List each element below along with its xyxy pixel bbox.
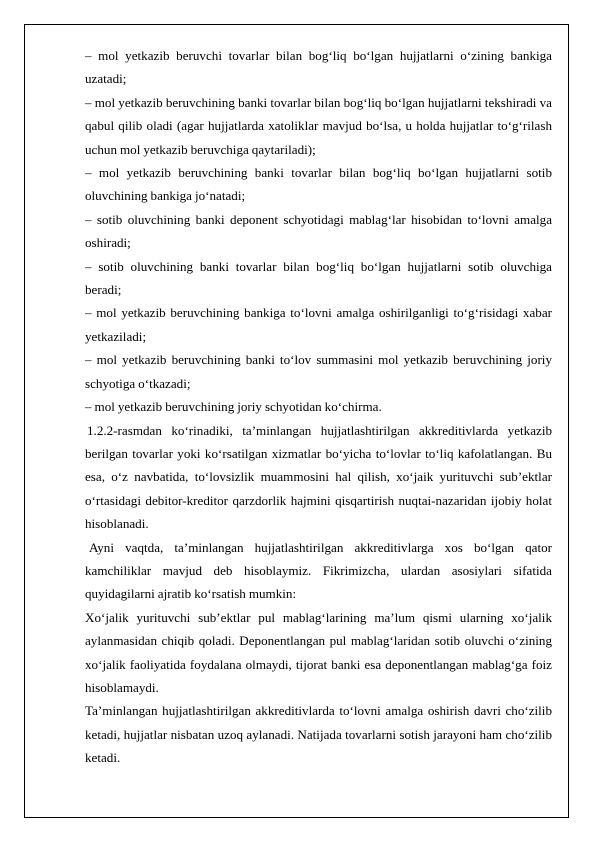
document-body (85, 44, 552, 770)
paragraph-3: – mol yetkazib beruvchining banki tovarlar bilan bog‘liq bo‘lgan hujjatlarni sotib oluvchining bankiga jo‘natadi; (85, 165, 552, 204)
paragraph-9: 1.2.2-rasmdan ko‘rinadiki, ta’minlangan hujjatlashtirilgan akkreditivlarda yetkazib berilgan tovarlar yoki ko‘rsatilgan xizmatlar bo‘yicha to‘lovlar to‘liq kafolatlangan. Bu esa, o‘z navbatida, to‘lovsizlik muammosini hal qilish, xo‘jaik yurituvchi sub’ektlar o‘rtasidagi debitor-kreditor qarzdorlik hajmini qisqartirish nuqtai-nazaridan ijobiy holat hisoblanadi. (85, 422, 552, 532)
paragraph-12: Ta’minlangan hujjatlashtirilgan akkreditivlarda to‘lovni amalga oshirish davri cho‘zilib ketadi, hujjatlar nisbatan uzoq aylanadi. Natijada tovarlarni sotish jarayoni ham cho‘zilib ketadi. (85, 703, 552, 766)
paragraph-4: – sotib oluvchining banki deponent schyotidagi mablag‘lar hisobidan to‘lovni amalga oshiradi; (85, 211, 552, 251)
paragraph-2: – mol yetkazib beruvchining banki tovarlar bilan bog‘liq bo‘lgan hujjatlarni tekshiradi va qabul qilib oladi (agar hujjatlarda xatoliklar mavjud bo‘lsa, u holda hujjatlar to‘g‘rilash uchun mol yetkazib beruvchiga qaytariladi); (85, 94, 552, 157)
paragraph-8: – mol yetkazib beruvchining joriy schyotidan ko‘chirma. (85, 399, 382, 415)
paragraph-6: – mol yetkazib beruvchining bankiga to‘lovni amalga oshirilganligi to‘g‘risidagi xabar yetkaziladi; (85, 305, 552, 344)
paragraph-10: Ayni vaqtda, ta’minlangan hujjatlashtirilgan akkreditivlarga xos bo‘lgan qator kamchiliklar mavjud deb hisoblaymiz. Fikrimizcha, ulardan asosiylari sifatida quyidagilarni ajratib ko‘rsatish mumkin: (85, 539, 552, 602)
paragraph-1: – mol yetkazib beruvchi tovarlar bilan bog‘liq bo‘lgan hujjatlarni o‘zining bankiga uzatadi; (85, 48, 552, 87)
paragraph-5: – sotib oluvchining banki tovarlar bilan bog‘liq bo‘lgan hujjatlarni sotib oluvchiga beradi; (85, 258, 552, 298)
paragraph-11: Xo‘jalik yurituvchi sub’ektlar pul mablag‘larining ma’lum qismi ularning xo‘jalik aylanmasidan chiqib qoladi. Deponentlangan pul mablag‘laridan sotib oluvchi o‘zining xo‘jalik faoliyatida foydalana olmaydi, tijorat banki esa deponentlangan mablag‘ga foiz hisoblamaydi. (85, 609, 552, 695)
paragraph-7: – mol yetkazib beruvchining banki to‘lov summasini mol yetkazib beruvchining joriy schyotiga o‘tkazadi; (85, 352, 552, 391)
